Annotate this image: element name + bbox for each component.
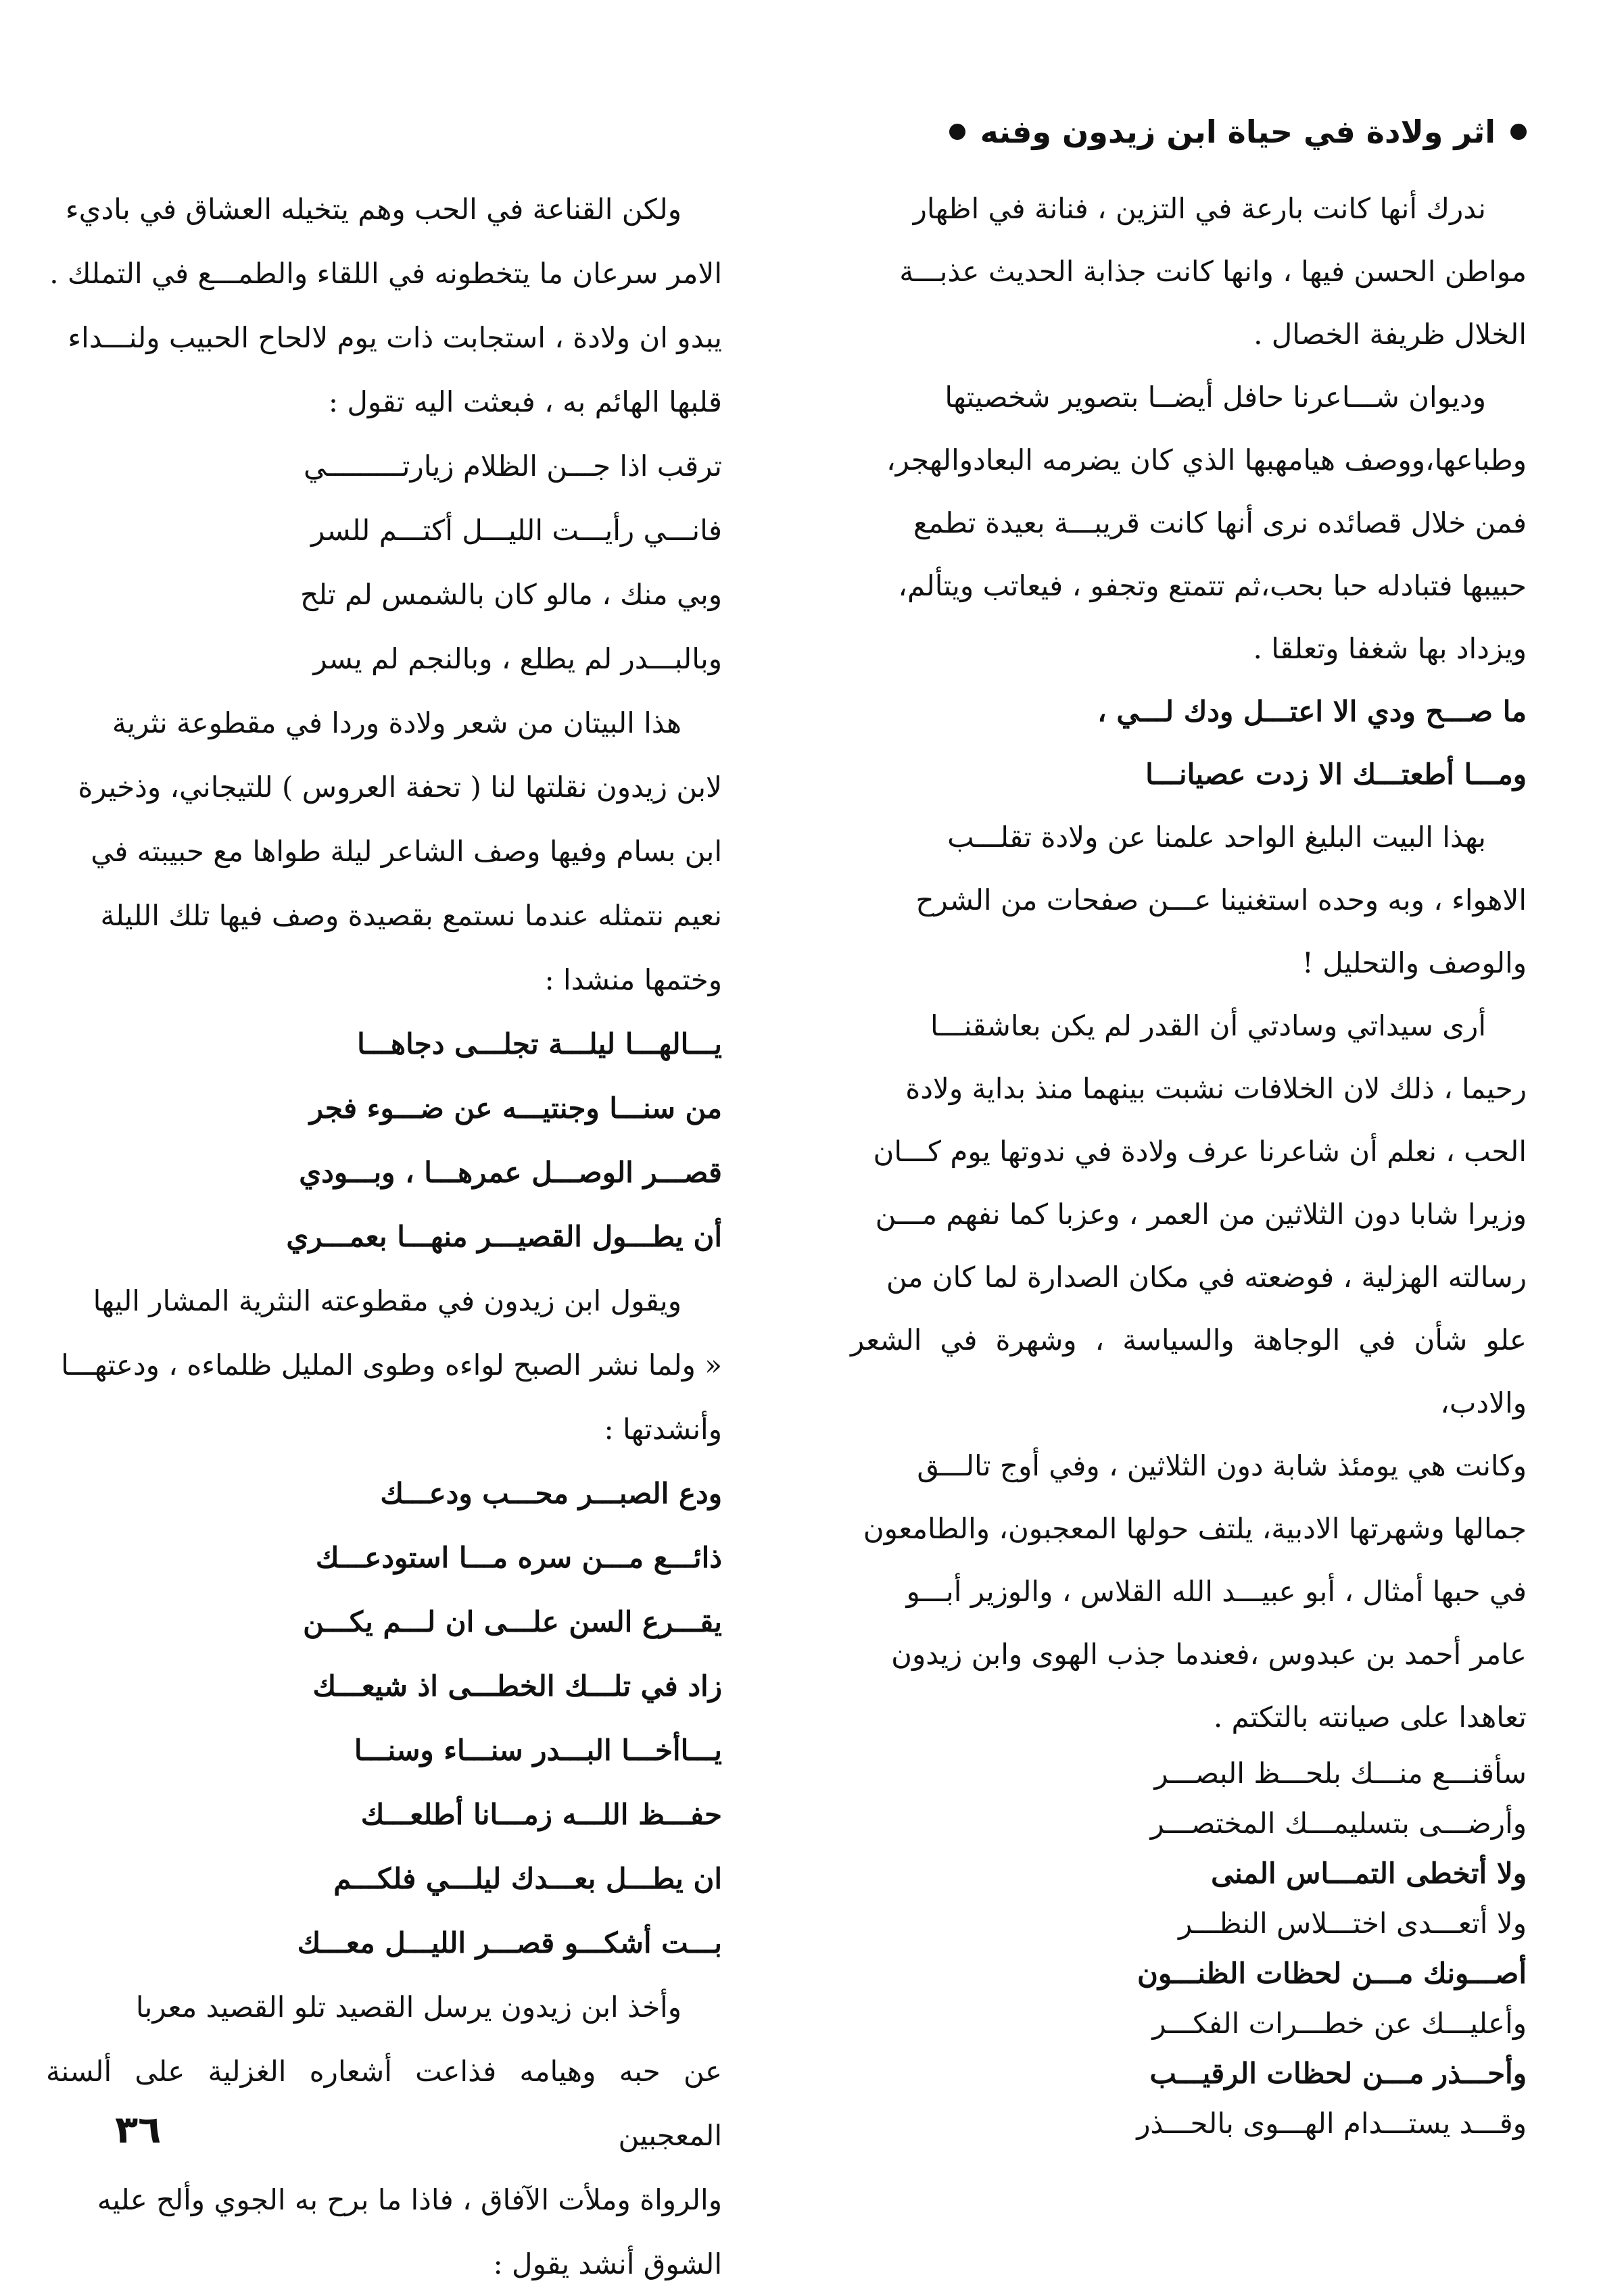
text-line: « ولما نشر الصبح لواءه وطوى المليل ظلماءه ، ودعتهـــا [61,1348,722,1382]
text-line: ويقول ابن زيدون في مقطوعته النثرية المشار اليها [93,1284,682,1317]
verse-block [46,1461,722,1975]
verse-line: ولا أتعـــدى اختـــلاس النظـــر [1178,1907,1527,1940]
text-line: الشوق أنشد يقول : [493,2247,722,2280]
text-line: حبيبها فتبادله حبا بحب،ثم تتمتع وتجفو ، فيعاتب ويتألم، [898,569,1527,602]
text-line: وأنشدتها : [604,1413,722,1446]
text-line: فمن خلال قصائده نرى أنها كانت قريبـــة بعيدة تطمع [913,506,1527,539]
text-line: علو شأن في الوجاهة والسياسة ، وشهرة في الشعر والادب، [851,1323,1527,1419]
verse-line: وأحـــذر مـــن لحظات الرقيـــب [1149,2057,1527,2090]
left-column [46,177,722,2296]
text-line: وأخذ ابن زيدون يرسل القصيد تلو القصيد معربا [135,1990,682,2024]
text-line: رحيما ، ذلك لان الخلافات نشبت بينهما منذ بداية ولادة [905,1072,1527,1105]
bullet-icon [949,124,965,140]
verse-block [46,1012,722,1269]
verse-line: وبالبـــدر لم يطلع ، وبالنجم لم يسر [313,642,722,675]
text-line: والرواة وملأت الآفاق ، فاذا ما برح به الجوي وألح عليه [97,2183,722,2216]
verse-line: يقـــرع السن علـــى ان لـــم يكـــن [303,1605,722,1638]
text-line: هذا البيتان من شعر ولادة وردا في مقطوعة نثرية [112,706,682,739]
verse-block [851,1749,1527,2149]
verse-line: ذائـــع مـــن سره مـــا استودعـــك [315,1541,722,1574]
verse-line: ان يطـــل بعـــدك ليلـــي فلكـــم [333,1862,722,1895]
verse-line: أصـــونك مـــن لحظات الظنـــون [1137,1957,1527,1990]
verse-line: فانـــي رأيـــت الليـــل أكتـــم للسر [311,514,722,547]
text-line: وختمها منشدا : [544,963,722,996]
text-line: يبدو ان ولادة ، استجابت ذات يوم لالحاح الحبيب ولنـــداء [68,321,722,354]
right-column [851,177,1527,2149]
paragraph [46,1269,722,1461]
text-line: مواطن الحسن فيها ، وانها كانت جذابة الحديث عذبـــة [899,255,1527,288]
verse-line: زاد في تلـــك الخطـــى اذ شيعـــك [312,1669,722,1703]
text-line: عن حبه وهيامه فذاعت أشعاره الغزلية على ألسنة المعجبين [46,2055,722,2152]
text-line: ابن بسام وفيها وصف الشاعر ليلة طواها مع حبيبته في [91,835,722,868]
verse-line: يـــاأخـــا البـــدر سنـــاء وسنـــا [354,1734,722,1767]
paragraph [46,177,722,434]
verse-line: حفـــظ اللـــه زمـــانا أطلعـــك [360,1798,722,1831]
text-line: نعيم نتمثله عندما نستمع بقصيدة وصف فيها تلك الليلة [100,899,722,932]
text-line: ندرك أنها كانت بارعة في التزين ، فنانة في اظهار [913,192,1486,225]
verse-line: وبي منك ، مالو كان بالشمس لم تلح [300,578,722,611]
text-line: الخلال ظريفة الخصال . [1253,318,1527,351]
text-line: والوصف والتحليل ! [1301,946,1527,979]
verse-line: وقـــد يستـــدام الهـــوى بالحـــذر [1137,2107,1527,2140]
verse-block [851,680,1527,806]
running-header [949,114,1527,150]
header-title: اثر ولادة في حياة ابن زيدون وفنه [980,114,1496,150]
verse-line: ومـــا أطعتـــك الا زدت عصيانـــا [1145,758,1527,791]
paragraph [851,177,1527,366]
text-line: قلبها الهائم به ، فبعثت اليه تقول : [328,385,722,418]
text-line: بهذا البيت البليغ الواحد علمنا عن ولادة تقلـــب [947,821,1486,854]
text-line: وكانت هي يومئذ شابة دون الثلاثين ، وفي أوج تالـــق [917,1449,1527,1482]
verse-line: أن يطـــول القصيـــر منهـــا بعمـــري [286,1220,722,1253]
text-line: الاهواء ، وبه وحده استغنينا عـــن صفحات من الشرح [915,883,1527,917]
paragraph [851,806,1527,994]
text-line: ويزداد بها شغفا وتعلقا . [1253,632,1527,665]
text-line: لابن زيدون نقلتها لنا ( تحفة العروس ) للتيجاني، وذخيرة [78,771,722,804]
text-line: الحب ، نعلم أن شاعرنا عرف ولادة في ندوتها يوم كـــان [873,1135,1527,1168]
text-line: رسالته الهزلية ، فوضعته في مكان الصدارة لما كان من [886,1261,1527,1294]
verse-line: يـــالهـــا ليلـــة تجلـــى دجاهـــا [357,1027,722,1060]
verse-block [46,434,722,691]
verse-line: وأرضـــى بتسليمـــك المختصـــر [1150,1807,1527,1840]
paragraph [851,366,1527,680]
text-line: أرى سيداتي وسادتي أن القدر لم يكن بعاشقنـــا [930,1009,1486,1042]
verse-line: ولا أتخطى التمـــاس المنى [1211,1857,1527,1890]
verse-line: بـــت أشكـــو قصـــر الليـــل معـــك [297,1926,722,1959]
page-number: ٣٦ [115,2108,162,2152]
verse-line: ودع الصبـــر محـــب ودعـــك [380,1477,722,1510]
verse-line: قصـــر الوصـــل عمرهـــا ، وبـــودي [299,1156,722,1189]
text-line: في حبها أمثال ، أبو عبيـــد الله القلاس ، والوزير أبـــو [906,1575,1527,1608]
paragraph [46,691,722,1012]
text-line: وطباعها،ووصف هيامهبها الذي كان يضرمه البعادوالهجر، [886,443,1527,477]
bullet-icon [1510,124,1527,140]
text-line: ولكن القناعة في الحب وهم يتخيله العشاق في باديء [65,193,682,226]
verse-line: وأعليـــك عن خطـــرات الفكـــر [1152,2007,1527,2040]
verse-line: سأقنـــع منـــك بلحـــظ البصـــر [1154,1757,1527,1790]
verse-line: من سنـــا وجنتيـــه عن ضـــوء فجر [309,1092,722,1125]
text-line: وديوان شـــاعرنا حافل أيضــا بتصوير شخصيتها [945,381,1486,414]
verse-line: ما صـــح ودي الا اعتـــل ودك لـــي ، [1097,695,1527,728]
verse-line: ترقب اذا جـــن الظلام زيارتـــــــــي [304,449,722,483]
text-line: عامر أحمد بن عبدوس ،فعندما جذب الهوى وابن زيدون [891,1638,1527,1671]
text-line: جمالها وشهرتها الادبية، يلتف حولها المعجبون، والطامعون [863,1512,1527,1545]
paragraph [851,994,1527,1749]
text-line: وزيرا شابا دون الثلاثين من العمر ، وعزبا كما نفهم مـــن [875,1198,1527,1231]
text-line: تعاهدا على صيانته بالتكتم . [1213,1701,1527,1734]
text-line: الامر سرعان ما يتخطونه في اللقاء والطمـــع في التملك . [49,257,722,290]
